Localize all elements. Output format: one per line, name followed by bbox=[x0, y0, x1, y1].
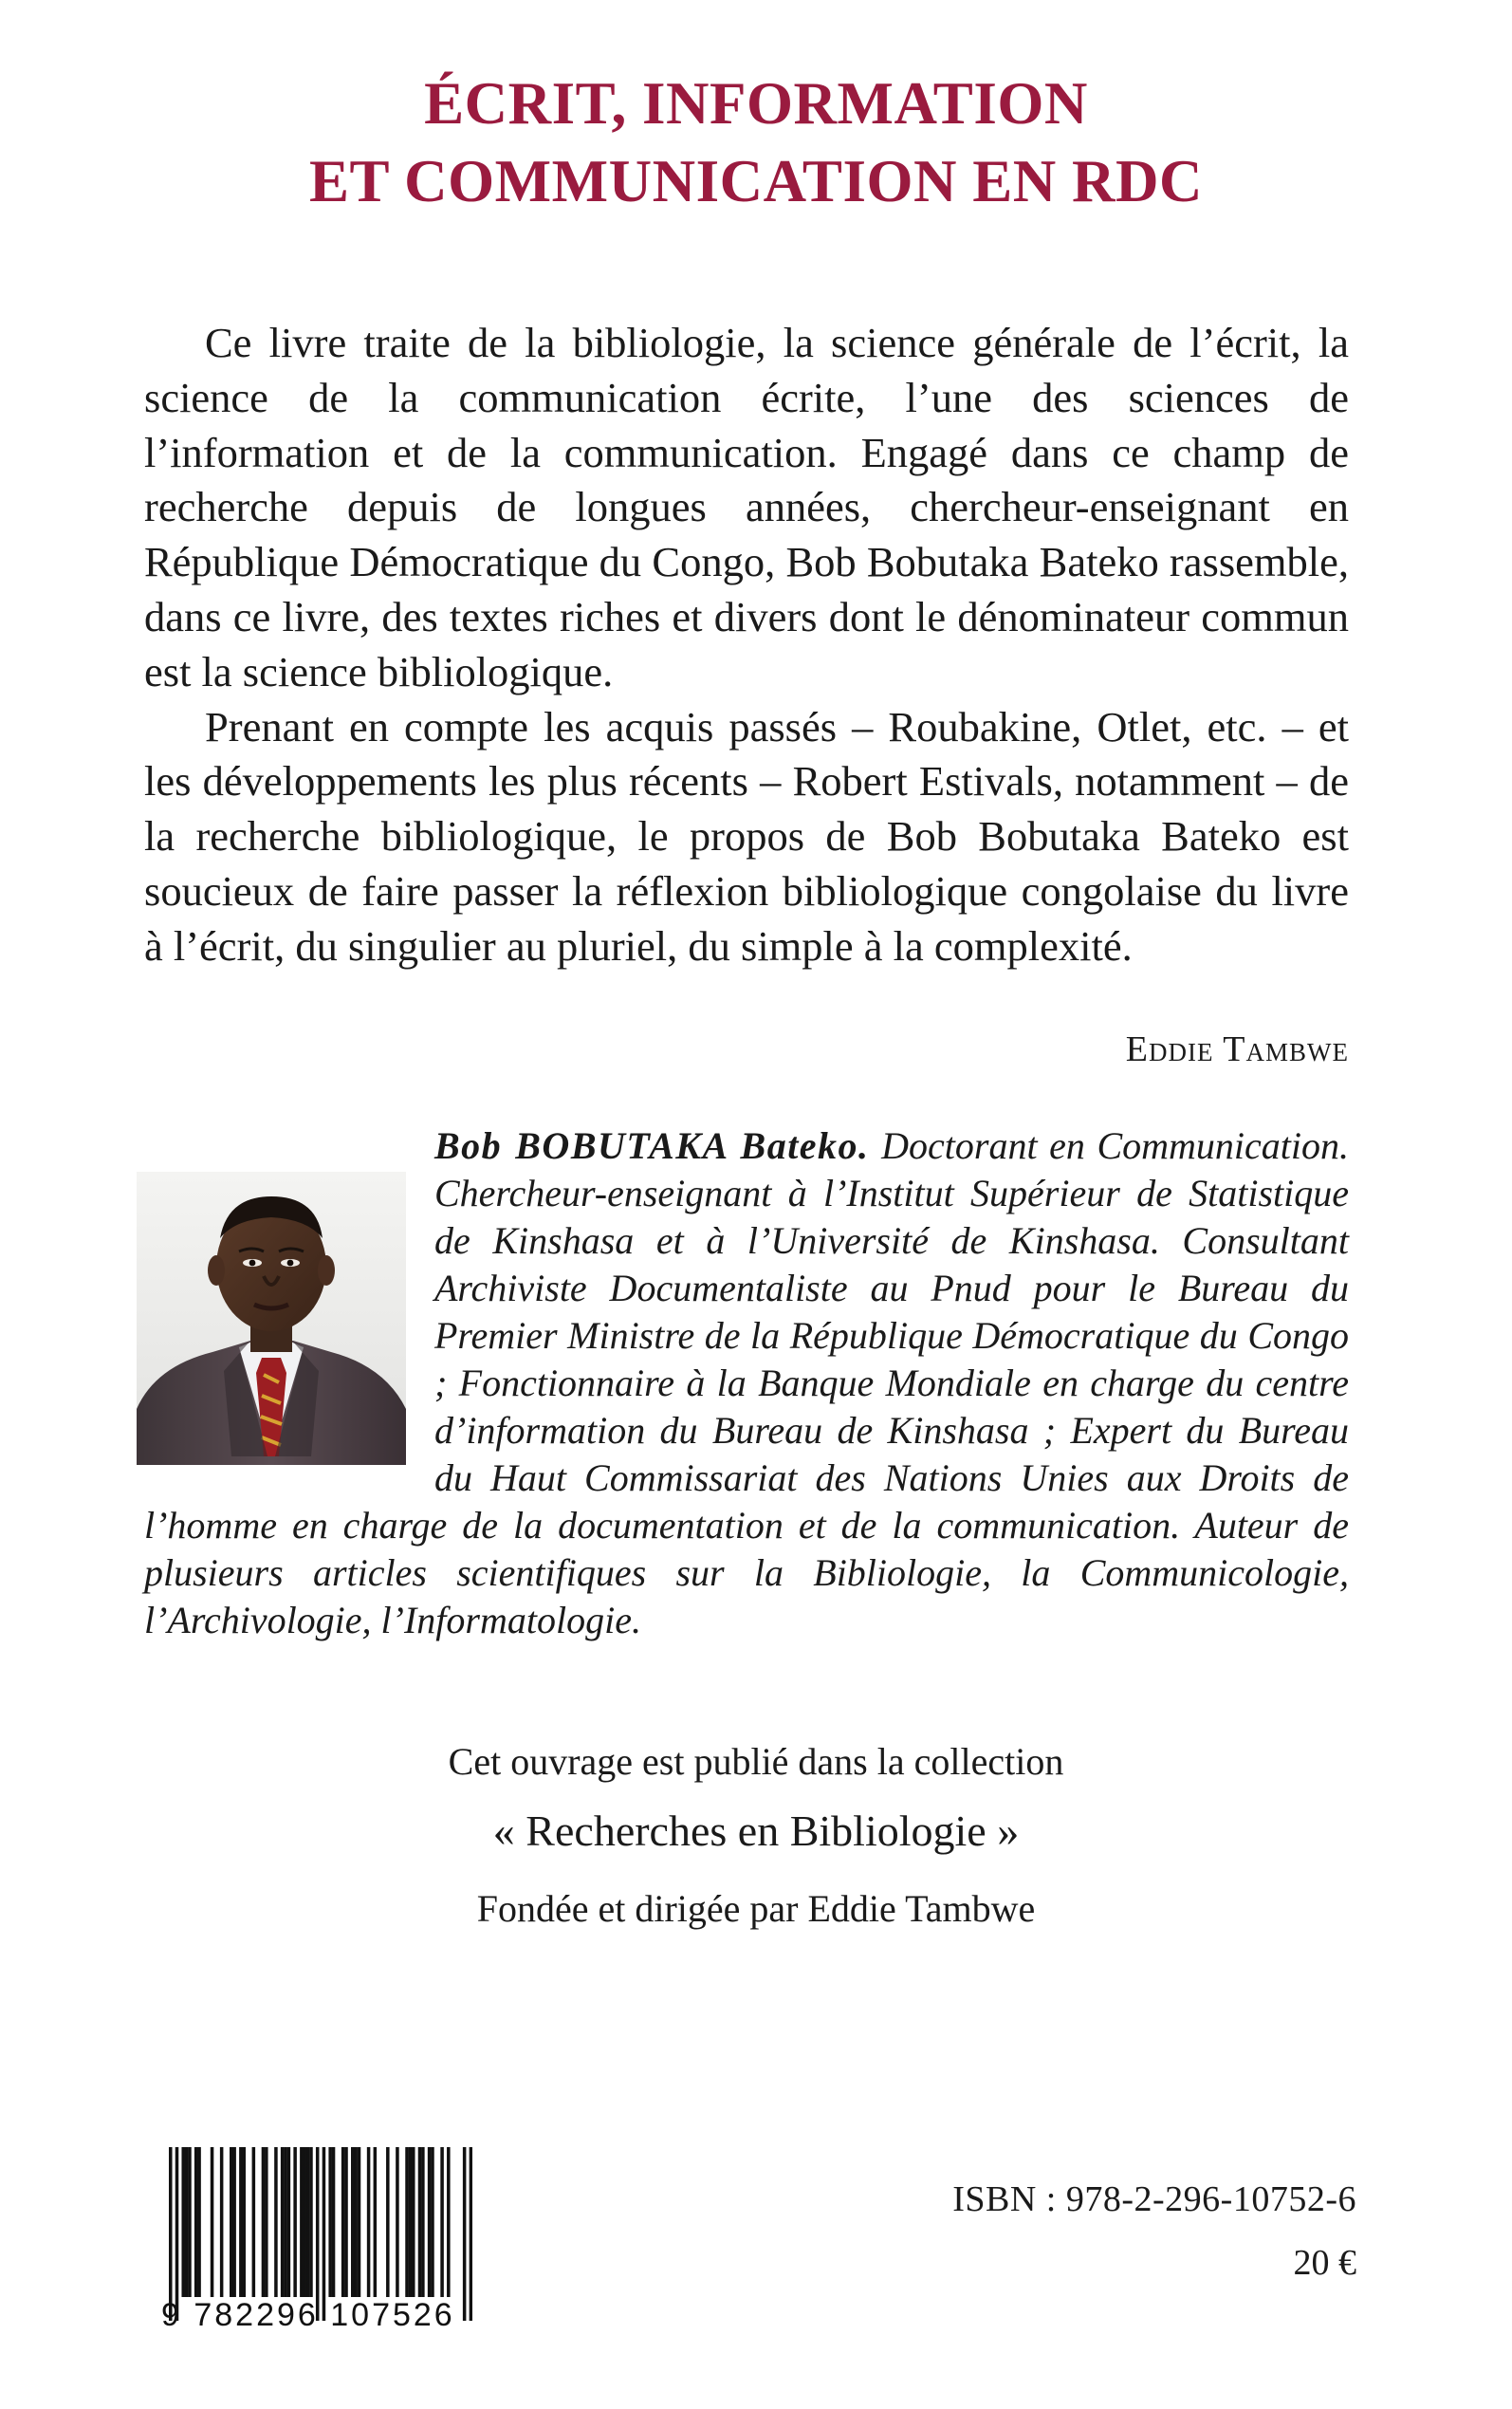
book-title-line-1: ÉCRIT, INFORMATION bbox=[424, 70, 1088, 137]
barcode-bar bbox=[265, 2147, 268, 2297]
barcode-bar bbox=[428, 2147, 432, 2297]
barcode-bar bbox=[281, 2147, 285, 2297]
barcode-bar bbox=[440, 2147, 444, 2297]
book-title bbox=[0, 65, 1512, 220]
author-photo bbox=[137, 1172, 406, 1465]
barcode-bar bbox=[332, 2147, 336, 2297]
author-bio-text: Doctorant en Communication. Chercheur-enseignant à l’Institut Supérieur de Statistique de Kinshasa et à l’Université de Kinshasa. Consultant Archiviste Documentaliste au Pnud pour le Bureau du Premier Ministre de la République Démocratique du Congo ; Fonctionnaire à la Banque Mondiale en charge du centre d’information du Bureau de Kinshasa ; Expert du Bureau du Haut Commissariat des Nations Unies aux Droits de l’homme en charge de la documentation et de la communication. Auteur de plusieurs articles scientifiques sur la Bibliologie, la Communicologie, l’Archivologie, l’Informatologie. bbox=[144, 1124, 1350, 1641]
barcode-bar bbox=[396, 2147, 399, 2297]
barcode-digits: 9 782296 107526 bbox=[161, 2297, 455, 2333]
barcode-bar bbox=[232, 2147, 236, 2297]
summary-paragraph-2: Prenant en compte les acquis passés – Roubakine, Otlet, etc. – et les développements les plus récents – Robert Estivals, notamment – de la recherche bibliologique, le propos de Bob Bobutaka Bateko est soucieux de faire passer la réflexion bibliologique congolaise du livre à l’écrit, du singulier au pluriel, du simple à la complexité. bbox=[144, 702, 1349, 970]
barcode-bar bbox=[242, 2147, 246, 2297]
barcode-bar bbox=[463, 2147, 467, 2321]
barcode-bar bbox=[386, 2147, 390, 2297]
barcode-bar bbox=[328, 2147, 332, 2297]
barcode-bar bbox=[230, 2147, 233, 2297]
barcode-bar bbox=[239, 2147, 243, 2297]
barcode-bar bbox=[323, 2147, 326, 2321]
summary-signature: Eddie Tambwe bbox=[1125, 1029, 1349, 1069]
barcode-bar bbox=[181, 2147, 185, 2297]
collection-name: « Recherches en Bibliologie » bbox=[492, 1807, 1020, 1855]
barcode-bar bbox=[287, 2147, 291, 2297]
collection-director: Fondée et dirigée par Eddie Tambwe bbox=[476, 1887, 1036, 1930]
barcode-bar bbox=[421, 2147, 425, 2297]
barcode-bar bbox=[418, 2147, 422, 2297]
barcode-bar bbox=[185, 2147, 189, 2297]
barcode-bar bbox=[412, 2147, 415, 2297]
barcode-bar bbox=[300, 2147, 304, 2297]
barcode-bar bbox=[274, 2147, 278, 2297]
summary-paragraph-1: Ce livre traite de la bibliologie, la science générale de l’écrit, la science de la communication écrite, l’une des sciences de l’information et de la communication. Engagé dans ce champ de recherche depuis de longues années, chercheur-enseignant en République Démocratique du Congo, Bob Bobutaka Bateko rassemble, dans ce livre, des textes riches et divers dont le dénominateur commun est la science bibliologique. bbox=[144, 319, 1349, 695]
barcode-bar bbox=[351, 2147, 355, 2297]
barcode-bar bbox=[316, 2147, 320, 2321]
isbn-number: ISBN : 978-2-296-10752-6 bbox=[952, 2179, 1356, 2219]
barcode-bar bbox=[220, 2147, 224, 2297]
barcode-bar bbox=[405, 2147, 409, 2297]
barcode-bar bbox=[194, 2147, 198, 2297]
barcode-bar bbox=[374, 2147, 378, 2297]
barcode-bar bbox=[409, 2147, 413, 2297]
barcode-bar bbox=[344, 2147, 348, 2297]
author-name: Bob BOBUTAKA Bateko. bbox=[434, 1124, 870, 1167]
barcode-bar bbox=[211, 2147, 214, 2297]
book-summary bbox=[144, 316, 1349, 974]
isbn-barcode bbox=[169, 2147, 472, 2321]
barcode-bar bbox=[470, 2147, 472, 2321]
barcode-bar bbox=[262, 2147, 266, 2297]
collection-intro: Cet ouvrage est publié dans la collection bbox=[448, 1740, 1064, 1783]
barcode-bar bbox=[252, 2147, 256, 2297]
barcode-bar bbox=[354, 2147, 358, 2297]
barcode-bar bbox=[284, 2147, 287, 2297]
barcode-bar bbox=[358, 2147, 361, 2297]
author-bio bbox=[144, 1122, 1349, 1644]
barcode-bar bbox=[367, 2147, 371, 2297]
barcode-bar bbox=[169, 2147, 173, 2321]
barcode-bar bbox=[197, 2147, 201, 2297]
barcode-bar bbox=[188, 2147, 192, 2297]
barcode-bar bbox=[447, 2147, 451, 2297]
barcode-bar bbox=[306, 2147, 310, 2297]
book-title-line-2: ET COMMUNICATION EN RDC bbox=[309, 148, 1203, 214]
barcode-bar bbox=[175, 2147, 179, 2321]
barcode-bar bbox=[309, 2147, 313, 2297]
book-price: 20 € bbox=[1293, 2243, 1356, 2283]
barcode-bar bbox=[341, 2147, 345, 2297]
barcode-bar bbox=[293, 2147, 297, 2297]
barcode-bar bbox=[303, 2147, 306, 2297]
barcode-bar bbox=[431, 2147, 434, 2297]
